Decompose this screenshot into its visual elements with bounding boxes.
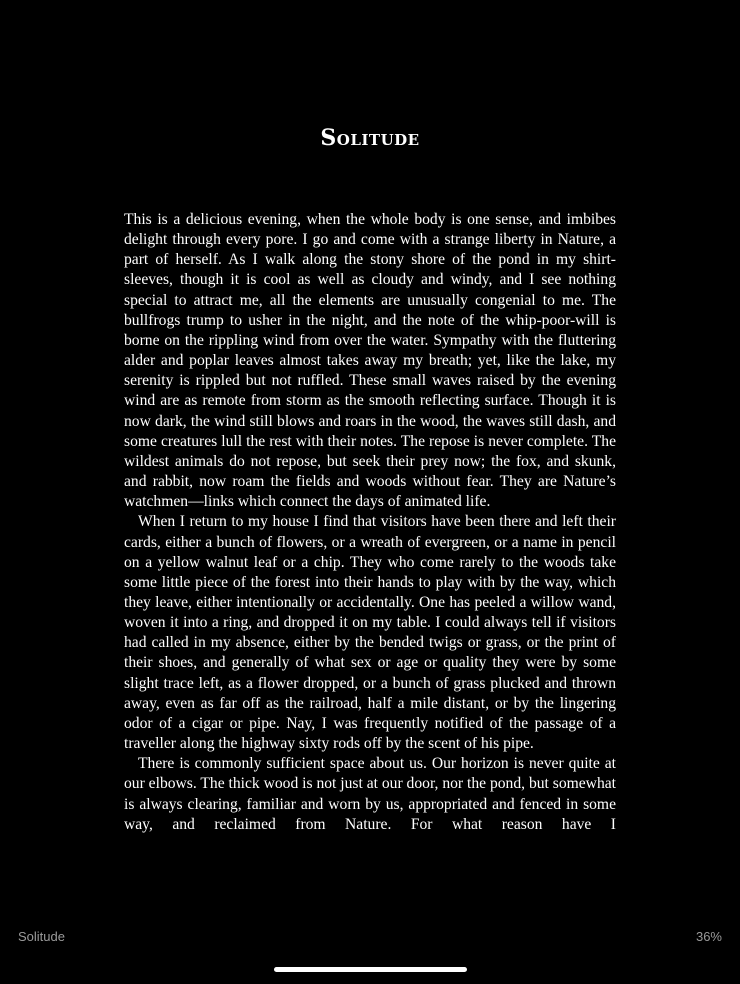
reading-body [124, 210, 616, 835]
home-indicator[interactable] [274, 967, 467, 972]
chapter-title: Solitude [320, 125, 420, 151]
paragraph: There is commonly sufficient space about us. Our horizon is never quite at our elbows. The thick wood is not just at our door, nor the pond, but somewhat is always clearing, familiar and worn by us, appropriated and fenced in some way, and reclaimed from Nature. For what reason have I [124, 755, 616, 833]
footer-progress-label: 36% [695, 929, 722, 944]
paragraph: When I return to my house I find that visitors have been there and left their cards, either a bunch of flowers, or a wreath of evergreen, or a name in pencil on a yellow walnut leaf or a chip. They who come rarely to the woods take some little piece of the forest into their hands to play with by the way, which they leave, either intentionally or accidentally. One has peeled a willow wand, woven it into a ring, and dropped it on my table. I could always tell if visitors had called in my absence, either by the bended twigs or grass, or the print of their shoes, and generally of what sex or age or quality they were by some slight trace left, as a flower dropped, or a bunch of grass plucked and thrown away, even as far off as the railroad, half a mile distant, or by the lingering odor of a cigar or pipe. Nay, I was frequently notified of the passage of a traveller along the highway sixty rods off by the scent of his pipe. [124, 513, 616, 753]
paragraph: This is a delicious evening, when the whole body is one sense, and imbibes delight through every pore. I go and come with a strange liberty in Nature, a part of herself. As I walk along the stony shore of the pond in my shirt-sleeves, though it is cool as well as cloudy and windy, and I see nothing special to attract me, all the elements are unusually congenial to me. The bullfrogs trump to usher in the night, and the note of the whip-poor-will is borne on the rippling wind from over the water. Sympathy with the fluttering alder and poplar leaves almost takes away my breath; yet, like the lake, my serenity is rippled but not ruffled. These small waves raised by the evening wind are as remote from storm as the smooth reflecting surface. Though it is now dark, the wind still blows and roars in the wood, the waves still dash, and some creatures lull the rest with their notes. The repose is never complete. The wildest animals do not repose, but seek their prey now; the fox, and skunk, and rabbit, now roam the fields and woods without fear. They are Nature’s watchmen—links which connect the days of animated life. [124, 211, 616, 511]
footer-chapter-label: Solitude [18, 929, 65, 944]
